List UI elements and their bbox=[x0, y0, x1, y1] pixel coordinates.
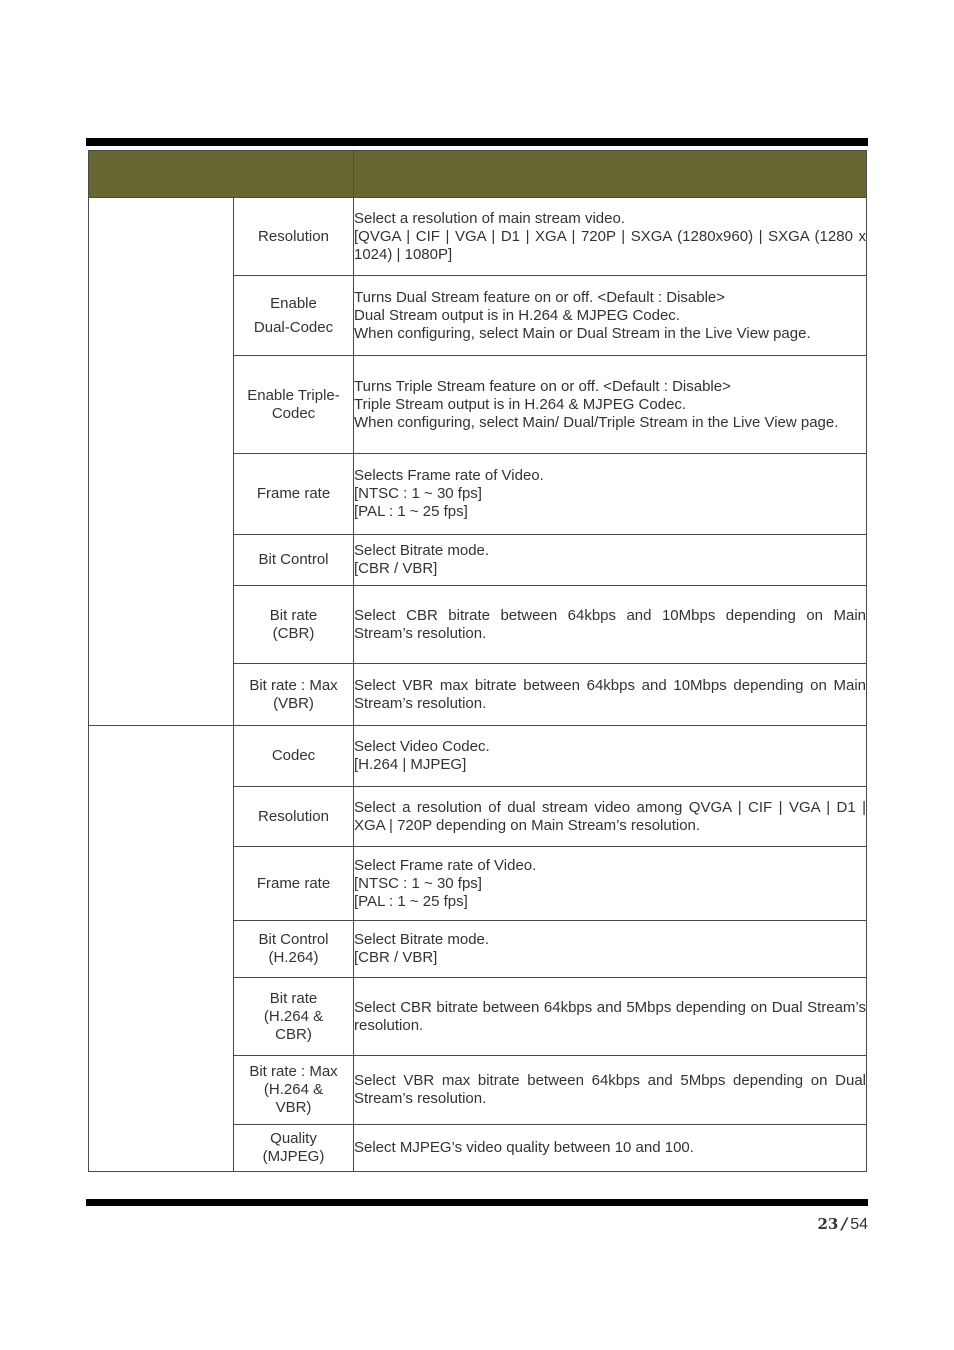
description-text: [PAL : 1 ~ 25 fps] bbox=[354, 503, 468, 520]
description-text: Select a resolution of dual stream video among QVGA | CIF | VGA | D1 | XGA | 720P depending on Main Stream’s resolution. bbox=[354, 798, 866, 834]
description-cell bbox=[354, 535, 867, 586]
bottom-rule bbox=[86, 1199, 868, 1206]
description-text: Select Frame rate of Video. bbox=[354, 856, 537, 874]
description-cell bbox=[354, 978, 867, 1056]
description-cell bbox=[354, 276, 867, 356]
description-text: Select Bitrate mode. bbox=[354, 931, 490, 948]
parameter-cell bbox=[234, 586, 354, 664]
header-cell-right bbox=[354, 151, 867, 198]
description-cell bbox=[354, 1056, 867, 1125]
parameter-text: Dual-Codec bbox=[253, 318, 334, 336]
top-rule bbox=[86, 138, 868, 146]
parameter-cell bbox=[234, 1056, 354, 1125]
description-cell bbox=[354, 787, 867, 847]
parameter-cell bbox=[234, 535, 354, 586]
parameter-text: Bit rate bbox=[269, 989, 318, 1007]
parameter-text: Bit rate bbox=[269, 606, 318, 624]
description-text: Triple Stream output is in H.264 & MJPEG Codec. bbox=[354, 395, 687, 413]
parameter-text: Resolution bbox=[258, 807, 329, 825]
parameter-text: Codec bbox=[271, 747, 316, 764]
current-page: 23 bbox=[817, 1215, 839, 1233]
parameter-text: Codec bbox=[271, 404, 316, 422]
parameter-text: CBR) bbox=[275, 1025, 312, 1043]
parameter-cell bbox=[234, 356, 354, 454]
description-cell bbox=[354, 847, 867, 921]
description-text: When configuring, select Main/ Dual/Triple Stream in the Live View page. bbox=[354, 413, 839, 431]
parameter-text: Frame rate bbox=[256, 874, 331, 892]
table-header-row bbox=[89, 151, 867, 198]
description-text: Select CBR bitrate between 64kbps and 10Mbps depending on Main Stream’s resolution. bbox=[354, 606, 866, 642]
parameter-text: Frame rate bbox=[256, 485, 331, 502]
description-cell bbox=[354, 921, 867, 978]
parameter-text: Bit Control bbox=[258, 551, 329, 568]
parameter-text: Bit Control bbox=[258, 931, 329, 948]
description-cell bbox=[354, 198, 867, 276]
parameter-text: (VBR) bbox=[273, 694, 314, 712]
parameter-cell bbox=[234, 921, 354, 978]
description-text: [H.264 | MJPEG] bbox=[354, 756, 467, 773]
table-row bbox=[89, 726, 867, 787]
description-cell bbox=[354, 1125, 867, 1172]
parameter-text: (MJPEG) bbox=[262, 1148, 325, 1165]
page-separator: / bbox=[841, 1214, 848, 1233]
description-text: When configuring, select Main or Dual Stream in the Live View page. bbox=[354, 324, 811, 342]
description-text: Select Bitrate mode. bbox=[354, 542, 490, 559]
parameter-text: Quality bbox=[270, 1130, 317, 1147]
description-text: [PAL : 1 ~ 25 fps] bbox=[354, 892, 468, 910]
description-text: Selects Frame rate of Video. bbox=[354, 467, 544, 484]
parameter-cell bbox=[234, 787, 354, 847]
parameter-cell bbox=[234, 726, 354, 787]
parameter-text: (H.264 & bbox=[263, 1007, 324, 1025]
table-row bbox=[89, 198, 867, 276]
description-text: [CBR / VBR] bbox=[354, 949, 438, 966]
page-number bbox=[817, 1214, 868, 1234]
parameter-text: (CBR) bbox=[272, 624, 315, 642]
description-cell bbox=[354, 454, 867, 535]
description-cell bbox=[354, 586, 867, 664]
description-text: Dual Stream output is in H.264 & MJPEG Codec. bbox=[354, 306, 680, 324]
parameter-text: Bit rate : Max bbox=[249, 1063, 338, 1080]
parameter-text: Enable Triple- bbox=[247, 386, 340, 404]
section-label-cell bbox=[89, 726, 234, 1172]
description-text: Select MJPEG’s video quality between 10 and 100. bbox=[354, 1139, 694, 1156]
parameter-cell bbox=[234, 978, 354, 1056]
description-text: Turns Dual Stream feature on or off. <Default : Disable> bbox=[354, 288, 726, 306]
description-cell bbox=[354, 726, 867, 787]
description-text: [NTSC : 1 ~ 30 fps] bbox=[354, 874, 482, 892]
section-label-cell bbox=[89, 198, 234, 726]
parameter-cell bbox=[234, 198, 354, 276]
settings-table bbox=[88, 150, 867, 1172]
description-text: Select VBR max bitrate between 64kbps and 10Mbps depending on Main Stream’s resolution. bbox=[354, 676, 866, 712]
parameter-cell bbox=[234, 1125, 354, 1172]
description-text: Select CBR bitrate between 64kbps and 5Mbps depending on Dual Stream’s resolution. bbox=[354, 998, 866, 1034]
description-text: Select a resolution of main stream video. bbox=[354, 209, 625, 227]
description-text: Turns Triple Stream feature on or off. <Default : Disable> bbox=[354, 377, 731, 395]
parameter-text: (H.264) bbox=[268, 949, 319, 966]
parameter-text: Bit rate : Max bbox=[249, 676, 338, 694]
description-cell bbox=[354, 664, 867, 726]
description-text: Select Video Codec. bbox=[354, 738, 490, 755]
parameter-text: Resolution bbox=[258, 227, 329, 245]
description-text: [QVGA | CIF | VGA | D1 | XGA | 720P | SXGA (1280x960) | SXGA (1280 x 1024) | 1080P] bbox=[354, 227, 866, 263]
parameter-cell bbox=[234, 454, 354, 535]
parameter-cell bbox=[234, 664, 354, 726]
parameter-text: (H.264 & bbox=[263, 1081, 324, 1098]
parameter-cell bbox=[234, 276, 354, 356]
parameter-text: Enable bbox=[270, 294, 317, 312]
parameter-text: VBR) bbox=[275, 1099, 312, 1116]
description-cell bbox=[354, 356, 867, 454]
description-text: Select VBR max bitrate between 64kbps and 5Mbps depending on Dual Stream’s resolution. bbox=[354, 1072, 866, 1107]
parameter-cell bbox=[234, 847, 354, 921]
total-pages: 54 bbox=[850, 1216, 868, 1233]
description-text: [NTSC : 1 ~ 30 fps] bbox=[354, 485, 482, 502]
description-text: [CBR / VBR] bbox=[354, 560, 438, 577]
header-cell-left bbox=[89, 151, 354, 198]
